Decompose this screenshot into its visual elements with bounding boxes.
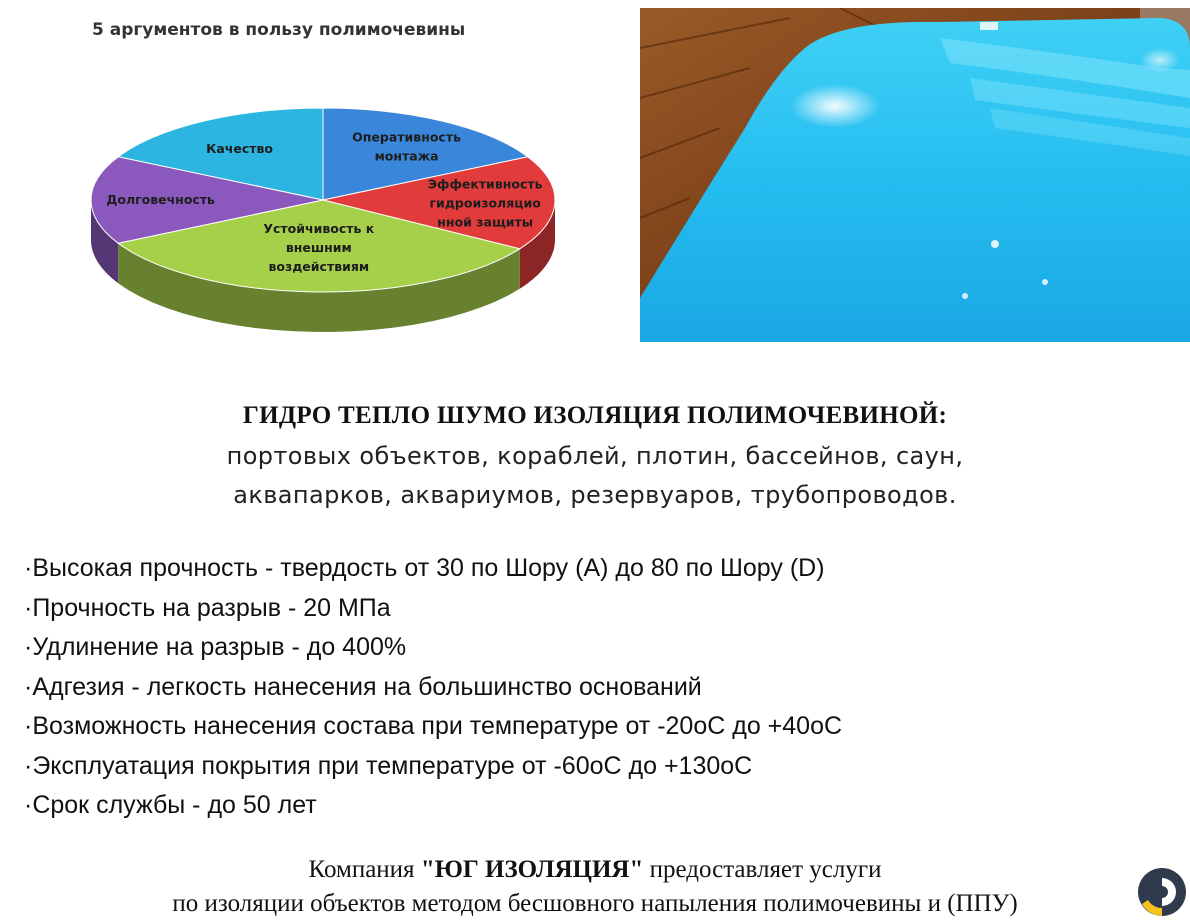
- company-name: "ЮГ ИЗОЛЯЦИЯ": [420, 856, 644, 883]
- properties-list: [24, 549, 842, 826]
- company-prefix: Компания: [308, 856, 415, 883]
- pie-slice-label: Качество: [206, 141, 274, 157]
- pie-slice-label: Эффективность гидроизоляцио нной защиты: [427, 176, 543, 230]
- list-item: ·Высокая прочность - твердость от 30 по Шору (A) до 80 по Шору (D): [24, 554, 825, 582]
- subheading-line-2: аквапарков, аквариумов, резервуаров, трубопроводов.: [233, 481, 957, 509]
- company-line-1: [0, 856, 1190, 884]
- swimming-pool-photo: [640, 8, 1190, 342]
- company-line-2: по изоляции объектов методом бесшовного напыления полимочевины и (ППУ): [172, 890, 1018, 917]
- pie-chart-title: 5 аргументов в пользу полимочевины: [92, 20, 466, 40]
- arguments-pie-chart: [88, 105, 558, 350]
- main-heading: ГИДРО ТЕПЛО ШУМО ИЗОЛЯЦИЯ ПОЛИМОЧЕВИНОЙ:: [242, 402, 948, 429]
- list-item: ·Эксплуатация покрытия при температуре от -60оС до +130оС: [24, 751, 753, 780]
- list-item: ·Удлинение на разрыв - до 400%: [24, 633, 407, 661]
- subheading-line-1: портовых объектов, кораблей, плотин, бассейнов, саун,: [226, 442, 964, 470]
- list-item: ·Срок службы - до 50 лет: [24, 791, 317, 819]
- pie-slice-label: Долговечность: [106, 192, 215, 207]
- pie-slice-label: Оперативность монтажа: [352, 129, 462, 164]
- list-item: ·Адгезия - легкость нанесения на большинство оснований: [24, 672, 702, 701]
- company-suffix: предоставляет услуги: [649, 856, 882, 883]
- pie-slice-label: Устойчивость к внешним воздействиям: [263, 220, 375, 274]
- company-logo-icon: [1134, 864, 1186, 920]
- list-item: ·Прочность на разрыв - 20 МПа: [24, 593, 391, 622]
- list-item: ·Возможность нанесения состава при температуре от -20оС до +40оС: [24, 712, 843, 740]
